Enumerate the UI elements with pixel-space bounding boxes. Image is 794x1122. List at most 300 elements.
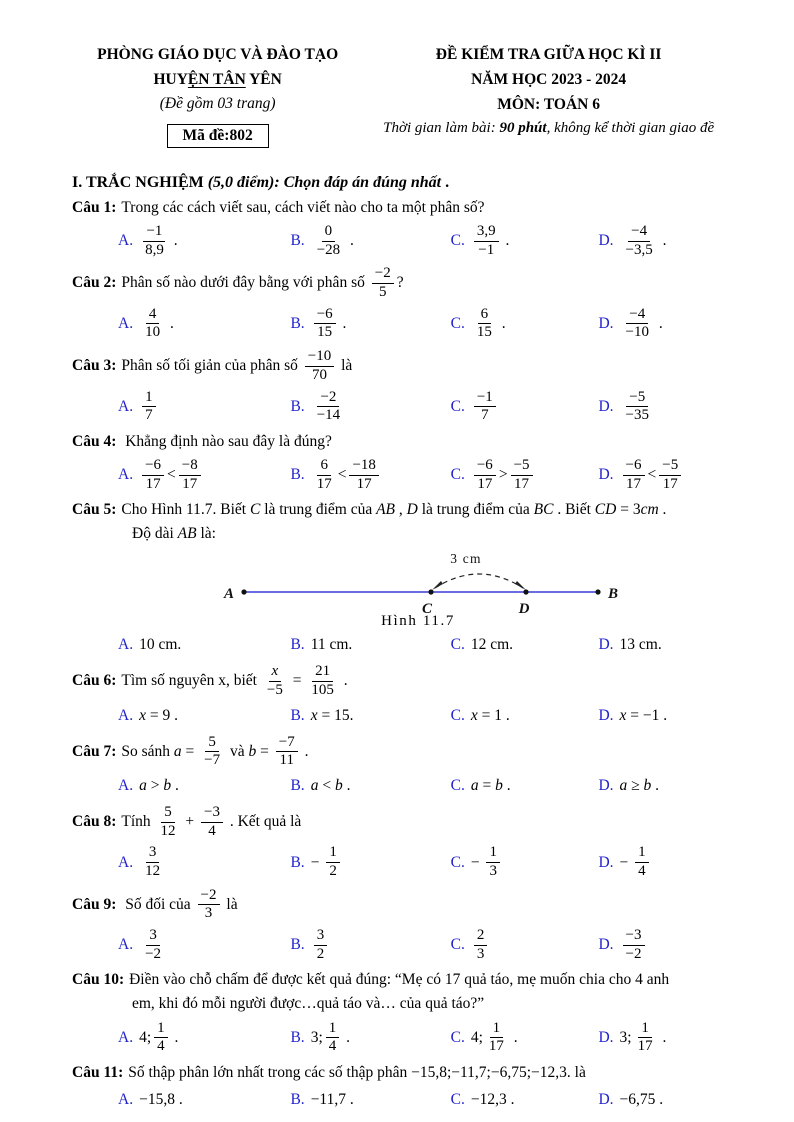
option-letter: A. (118, 232, 134, 250)
text-run: 10 cm. (139, 636, 182, 654)
fraction (623, 927, 645, 963)
answer-option (451, 1019, 599, 1057)
text-run: −6,75 . (619, 1090, 664, 1108)
fraction-denominator: −10 (625, 324, 649, 341)
figure-hinh-11-7 (214, 551, 734, 630)
point-d-label: D (518, 601, 530, 616)
fraction-numerator: 1 (635, 844, 649, 863)
option-letter: D. (598, 397, 614, 415)
question-number: Câu 2: (72, 274, 117, 292)
question-number: Câu 4: (72, 432, 117, 450)
fraction (474, 927, 488, 963)
fraction-numerator: 0 (322, 223, 336, 242)
text-run: và (226, 742, 249, 760)
option-letter: B. (290, 1090, 305, 1108)
option-letter: D. (598, 636, 614, 654)
option-letter: A. (118, 397, 134, 415)
fraction (142, 457, 164, 493)
fraction-denominator: 17 (488, 1038, 504, 1055)
answer-option (118, 1019, 290, 1057)
option-letter: B. (290, 776, 305, 794)
answer-option (598, 1087, 734, 1113)
fraction-denominator: 11 (279, 752, 294, 769)
question (72, 1061, 734, 1113)
text-run: . (338, 314, 347, 332)
text-run: 3; (310, 1028, 323, 1046)
district-name: HUYỆN TÂN YÊN (153, 71, 282, 89)
text-run: > (498, 466, 508, 483)
answer-option (451, 388, 599, 426)
fraction-numerator: 1 (490, 1020, 504, 1039)
option-letter: A. (118, 314, 134, 332)
text-run: . (658, 1028, 667, 1046)
question-stem (72, 803, 734, 841)
text-run: . Kết quả là (225, 812, 302, 830)
fraction (158, 804, 179, 840)
department-name: PHÒNG GIÁO DỤC VÀ ĐÀO TẠO (97, 46, 339, 63)
question-stem (72, 662, 734, 700)
text-run: ≥ (627, 776, 644, 794)
fraction (142, 927, 164, 963)
fraction (623, 306, 652, 342)
text-run: − (470, 853, 484, 871)
text-run: −15,8 . (139, 1090, 183, 1108)
fraction (314, 927, 328, 963)
answer-option (598, 926, 734, 964)
fraction-denominator: −28 (316, 241, 341, 258)
fraction-numerator: 6 (478, 306, 492, 325)
fraction-denominator: 2 (316, 945, 325, 962)
text-run: < (318, 776, 335, 794)
math-variable: C (249, 501, 261, 519)
fraction-numerator: −10 (305, 348, 334, 367)
text-run: . (502, 776, 511, 794)
fraction-numerator: −2 (317, 389, 339, 408)
fraction-numerator: 3 (146, 927, 160, 946)
fraction-denominator: −2 (145, 945, 162, 962)
question-stem (72, 733, 734, 771)
text-run: = 1 . (477, 706, 510, 724)
fraction-numerator: 1 (326, 844, 340, 863)
answer-options (72, 1087, 734, 1113)
answer-option (118, 222, 290, 260)
answer-option (290, 1019, 450, 1057)
answer-options (72, 703, 734, 729)
fraction-denominator: 17 (662, 475, 678, 492)
fraction (142, 306, 163, 342)
math-variable: a (139, 776, 147, 794)
fraction-numerator: −6 (623, 457, 645, 476)
fraction-denominator: 17 (182, 475, 198, 492)
text-run: . (346, 232, 354, 250)
text-run: < (647, 466, 657, 483)
point-a-dot (241, 590, 246, 595)
subject: MÔN: TOÁN 6 (497, 96, 600, 114)
question-number: Câu 10: (72, 971, 125, 989)
question-stem (72, 264, 734, 302)
answer-option (290, 1087, 450, 1113)
math-variable: b (163, 776, 172, 794)
question-number: Câu 1: (72, 198, 117, 216)
fraction-denominator: 7 (145, 407, 153, 424)
answer-option (598, 222, 734, 260)
answer-option (451, 703, 599, 729)
answer-option (118, 632, 290, 658)
text-run: = (478, 776, 496, 794)
answer-option (290, 773, 450, 799)
fraction-denominator: 15 (476, 324, 492, 341)
math-variable: x (310, 706, 318, 724)
answer-option (290, 843, 450, 881)
fraction (635, 1020, 656, 1056)
option-letter: A. (118, 936, 134, 954)
option-letter: C. (450, 232, 465, 250)
option-letter: B. (290, 706, 305, 724)
math-variable: x (619, 706, 627, 724)
point-b-label: B (608, 586, 619, 603)
math-variable: CD (594, 501, 617, 519)
math-variable: AB (376, 501, 396, 519)
fraction-denominator: 17 (626, 475, 642, 492)
fraction-numerator: 3 (146, 844, 160, 863)
fraction-denominator: −2 (625, 945, 642, 962)
math-variable: BC (533, 501, 554, 519)
text-run: −11,7 . (310, 1090, 354, 1108)
option-letter: A. (118, 776, 134, 794)
fraction-denominator: 4 (328, 1038, 337, 1055)
text-run: − (310, 853, 324, 871)
text-run: 4; (470, 1028, 483, 1046)
question-number: Câu 6: (72, 672, 117, 690)
fraction-denominator: 5 (378, 284, 387, 301)
question-number: Câu 7: (72, 742, 117, 760)
text-run: + (181, 812, 199, 830)
text-run: − (619, 853, 633, 871)
text-run: 13 cm. (619, 636, 662, 654)
fraction-numerator: 5 (205, 734, 219, 753)
text-run: = 3 (616, 501, 641, 519)
answer-option (451, 1087, 599, 1113)
fraction-numerator: −2 (372, 265, 394, 284)
answer-option (451, 843, 599, 881)
option-letter: A. (118, 1090, 134, 1108)
text-run: ? (396, 274, 404, 292)
text-run: là trung điểm của (417, 501, 534, 519)
question-number: Câu 3: (72, 357, 117, 375)
fraction-denominator: −7 (204, 752, 221, 769)
text-run: . (655, 314, 663, 332)
fraction (474, 457, 496, 493)
answer-option (598, 305, 734, 343)
text-run: = −1 . (626, 706, 668, 724)
text-run: . (300, 742, 309, 760)
text-run: = (256, 742, 273, 760)
option-letter: C. (450, 397, 465, 415)
text-run: . (339, 672, 348, 690)
fraction-numerator: −4 (628, 223, 650, 242)
answer-option (290, 305, 450, 343)
fraction-numerator: 4 (146, 306, 160, 325)
point-d-dot (523, 590, 528, 595)
text-run: . (658, 232, 667, 250)
fraction-denominator: 7 (481, 407, 489, 424)
fraction (305, 348, 334, 384)
answer-options (72, 456, 734, 494)
fraction-numerator: −6 (314, 306, 336, 325)
fraction (372, 265, 394, 301)
option-letter: D. (598, 232, 614, 250)
answer-option (598, 1019, 734, 1057)
question (72, 196, 734, 260)
answer-options (72, 926, 734, 964)
fraction-numerator: 1 (638, 1020, 652, 1039)
fraction-numerator: 5 (161, 804, 175, 823)
fraction-numerator: −5 (511, 457, 533, 476)
answer-option (118, 305, 290, 343)
fraction-numerator: 6 (317, 457, 331, 476)
answer-option (598, 773, 734, 799)
answer-option (598, 632, 734, 658)
option-letter: A. (118, 706, 134, 724)
fraction (314, 306, 336, 342)
text-run: là: (196, 525, 216, 543)
math-variable: a (619, 776, 628, 794)
fraction-denominator: 105 (311, 681, 334, 698)
fraction-denominator: 12 (160, 822, 176, 839)
fraction (201, 734, 223, 770)
answer-option (290, 222, 450, 260)
text-run: Tìm số nguyên x, biết (121, 672, 261, 690)
point-a-label: A (223, 586, 234, 603)
option-letter: D. (598, 776, 614, 794)
fraction-numerator: x (269, 663, 282, 682)
answer-option (118, 456, 290, 494)
option-letter: C. (450, 1090, 465, 1108)
fraction-denominator: 4 (157, 1038, 165, 1055)
fraction-numerator: −1 (143, 223, 165, 242)
fraction-numerator: −5 (626, 389, 648, 408)
option-letter: A. (118, 1028, 134, 1046)
questions-list (72, 196, 734, 1113)
answer-option (598, 388, 734, 426)
figure-caption: Hình 11.7 (381, 613, 455, 630)
fraction-numerator: 1 (142, 389, 156, 408)
fraction-denominator: 4 (208, 822, 216, 839)
fraction-numerator: −7 (276, 734, 298, 753)
question-number: Câu 8: (72, 812, 117, 830)
question-number: Câu 5: (72, 501, 117, 519)
question-number: Câu 9: (72, 895, 117, 913)
point-c-dot (428, 590, 433, 595)
fraction-numerator: −6 (142, 457, 164, 476)
text-run: Số đối của (121, 895, 195, 913)
arc-arrowhead-left (432, 581, 443, 590)
option-letter: B. (290, 232, 305, 250)
fraction-denominator: −5 (266, 681, 283, 698)
math-variable: b (495, 776, 503, 794)
fraction-numerator: −3 (623, 927, 645, 946)
answer-options (72, 843, 734, 881)
question-stem (72, 347, 734, 385)
fraction-denominator: 15 (317, 324, 333, 341)
fraction (486, 1020, 507, 1056)
answer-options (72, 632, 734, 658)
option-letter: B. (290, 853, 305, 871)
question-stem (72, 886, 734, 924)
option-letter: D. (598, 1090, 614, 1108)
question-number: Câu 11: (72, 1063, 124, 1081)
fraction-denominator: 17 (316, 475, 332, 492)
answer-options (72, 222, 734, 260)
text-run: Trong các cách viết sau, cách viết nào cho ta một phân số? (121, 198, 485, 216)
text-run: −12,3 . (470, 1090, 515, 1108)
text-run: 11 cm. (310, 636, 353, 654)
fraction (474, 223, 499, 259)
answer-option (598, 456, 734, 494)
question-stem-continued (72, 993, 734, 1017)
text-run: . Biết (553, 501, 595, 519)
text-run: . (651, 776, 660, 794)
question (72, 264, 734, 343)
text-run: Độ dài (132, 525, 178, 543)
text-run: . (342, 776, 351, 794)
question-stem (72, 498, 734, 522)
fraction (308, 663, 337, 699)
option-letter: D. (598, 853, 614, 871)
text-run: . (501, 232, 510, 250)
option-letter: C. (450, 936, 465, 954)
fraction (349, 457, 378, 493)
answer-option (118, 388, 290, 426)
fraction (623, 457, 645, 493)
fraction (474, 306, 495, 342)
math-variable: b (643, 776, 652, 794)
answer-option (118, 843, 290, 881)
answer-option (451, 222, 599, 260)
option-letter: C. (450, 853, 465, 871)
text-run: Cho Hình 11.7. Biết (121, 501, 250, 519)
text-run: = (181, 742, 199, 760)
fraction-numerator: −4 (626, 306, 648, 325)
option-letter: C. (450, 636, 465, 654)
section-title: I. TRẮC NGHIỆM (5,0 điểm): Chọn đáp án đúng nhất . (72, 174, 450, 192)
math-variable: AB (177, 525, 197, 543)
fraction-numerator: 21 (312, 663, 333, 682)
option-letter: D. (598, 936, 614, 954)
option-letter: A. (118, 853, 134, 871)
text-run: . (171, 776, 179, 794)
arc-arrowhead-right (515, 581, 526, 590)
option-letter: B. (290, 314, 305, 332)
fraction (314, 223, 343, 259)
answer-option (290, 632, 450, 658)
fraction (276, 734, 298, 770)
text-run: = 9 . (145, 706, 178, 724)
answer-options (72, 305, 734, 343)
fraction-denominator: −14 (316, 407, 341, 424)
option-letter: D. (598, 1028, 614, 1046)
text-run: . (170, 1028, 179, 1046)
text-run: Điền vào chỗ chấm để được kết quả đúng: “Mẹ có 17 quả táo, mẹ muốn chia cho 4 anh (129, 971, 670, 989)
fraction (511, 457, 533, 493)
fraction (314, 457, 335, 493)
fraction-denominator: −1 (478, 241, 495, 258)
fraction-denominator: 17 (637, 1038, 653, 1055)
fraction (623, 223, 656, 259)
fraction-denominator: 8,9 (145, 241, 164, 258)
fraction-denominator: 10 (145, 324, 161, 341)
fraction-denominator: 17 (477, 475, 493, 492)
text-run: Số thập phân lớn nhất trong các số thập phân −15,8;−11,7;−6,75;−12,3. là (128, 1063, 586, 1081)
fraction (474, 389, 496, 425)
answer-option (598, 703, 734, 729)
question-stem (72, 196, 734, 220)
answer-option (451, 926, 599, 964)
option-letter: C. (450, 314, 465, 332)
text-run: Phân số nào dưới đây bằng với phân số (121, 274, 369, 292)
math-variable: D (406, 501, 418, 519)
fraction (142, 844, 163, 880)
answer-options (72, 1019, 734, 1057)
fraction (179, 457, 201, 493)
fraction-denominator: 3 (489, 863, 497, 880)
text-run: < (167, 466, 176, 483)
dashed-arc (435, 574, 523, 588)
fraction-numerator: 1 (486, 844, 500, 863)
text-run: là (222, 895, 238, 913)
answer-option (118, 773, 290, 799)
school-year: NĂM HỌC 2023 - 2024 (471, 71, 627, 89)
option-letter: B. (290, 397, 305, 415)
text-run: So sánh (121, 742, 174, 760)
exam-header (72, 42, 734, 148)
text-run: Tính (121, 812, 155, 830)
fraction (486, 844, 500, 880)
math-variable: a (173, 742, 182, 760)
fraction-numerator: 3 (314, 927, 328, 946)
header-right-column (363, 42, 734, 137)
fraction (142, 223, 167, 259)
pages-note: (Đề gồm 03 trang) (159, 95, 276, 113)
answer-option (598, 843, 734, 881)
fraction-denominator: 17 (356, 475, 372, 492)
time-limit: Thời gian làm bài: 90 phút, không kể thời gian giao đề (383, 120, 715, 137)
text-run: = (288, 672, 306, 690)
point-c-label: C (421, 601, 433, 616)
text-run: . (166, 314, 174, 332)
fraction-denominator: 3 (476, 945, 485, 962)
fraction-numerator: −2 (198, 887, 220, 906)
answer-option (451, 632, 599, 658)
fraction (201, 804, 223, 840)
option-letter: D. (598, 466, 614, 483)
option-letter: B. (290, 936, 305, 954)
text-run: . (658, 501, 667, 519)
math-variable: x (139, 706, 146, 724)
answer-option (451, 456, 599, 494)
text-run: = 15. (317, 706, 354, 724)
option-letter: C. (450, 776, 465, 794)
math-variable: b (334, 776, 343, 794)
question (72, 733, 734, 799)
fraction (314, 389, 343, 425)
math-variable: a (310, 776, 319, 794)
exam-code-box: Mã đề:802 (167, 124, 269, 148)
text-run: Phân số tối giản của phân số (121, 357, 302, 375)
answer-option (451, 773, 599, 799)
answer-option (290, 456, 450, 494)
point-b-dot (595, 590, 600, 595)
